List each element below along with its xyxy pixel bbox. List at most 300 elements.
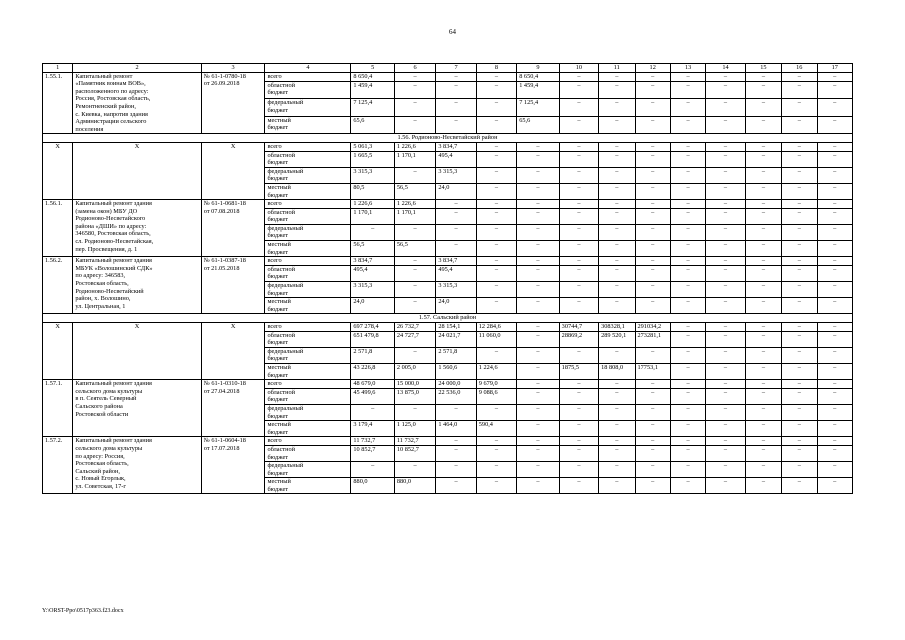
value-cell: – — [670, 208, 705, 224]
value-cell: – — [670, 183, 705, 199]
value-cell: – — [745, 445, 781, 461]
item-doc: № 61-1-0780-18 от 26.09.2018 — [201, 72, 265, 134]
value-cell: – — [635, 462, 670, 478]
value-cell: – — [476, 298, 516, 314]
value-cell: – — [394, 167, 435, 183]
budget-label: всего — [265, 142, 351, 151]
value-cell: – — [745, 380, 781, 389]
value-cell: – — [745, 478, 781, 494]
header-cell: 13 — [670, 64, 705, 73]
value-cell: – — [706, 200, 745, 209]
value-cell: – — [476, 478, 516, 494]
budget-label: местный бюджет — [265, 183, 351, 199]
value-cell: – — [351, 224, 394, 240]
value-cell: – — [817, 208, 853, 224]
value-cell: – — [817, 200, 853, 209]
value-cell: – — [817, 81, 853, 98]
value-cell: – — [817, 298, 853, 314]
value-cell: – — [745, 200, 781, 209]
value-cell: – — [706, 445, 745, 461]
value-cell: – — [394, 347, 435, 363]
budget-label: областной бюджет — [265, 265, 351, 281]
value-cell: – — [706, 257, 745, 266]
value-cell: – — [517, 167, 559, 183]
value-cell: – — [817, 363, 853, 379]
header-row — [43, 64, 853, 73]
value-cell: 880,0 — [394, 478, 435, 494]
value-cell: 9 679,0 — [476, 380, 516, 389]
value-cell: – — [476, 257, 516, 266]
item-num: 1.56.2. — [43, 257, 73, 314]
budget-label: всего — [265, 380, 351, 389]
value-cell: – — [559, 99, 598, 116]
value-cell: – — [476, 81, 516, 98]
value-cell: – — [599, 347, 635, 363]
value-cell: – — [559, 478, 598, 494]
budget-label: областной бюджет — [265, 81, 351, 98]
value-cell: 15 000,0 — [394, 380, 435, 389]
value-cell: 3 315,3 — [436, 167, 476, 183]
budget-label: областной бюджет — [265, 151, 351, 167]
item-doc: № 61-1-0387-18 от 21.05.2018 — [201, 257, 265, 314]
value-cell: – — [635, 347, 670, 363]
value-cell: – — [745, 421, 781, 437]
value-cell: 3 315,3 — [351, 282, 394, 298]
value-cell: – — [559, 241, 598, 257]
value-cell: – — [476, 142, 516, 151]
value-cell: – — [394, 298, 435, 314]
value-cell: – — [745, 388, 781, 404]
value-cell: – — [670, 323, 705, 332]
value-cell: – — [476, 167, 516, 183]
item-name: Х — [73, 323, 201, 380]
value-cell: – — [436, 478, 476, 494]
value-cell: – — [635, 257, 670, 266]
table-row — [43, 257, 853, 266]
value-cell: – — [745, 151, 781, 167]
value-cell: 3 834,7 — [436, 257, 476, 266]
value-cell: – — [559, 151, 598, 167]
item-name: Капитальный ремонт «Памятник воинам ВОВ», расположенного по адресу: Россия, Ростовская область, Ремонтненский район, с. Киевка, напротив здания Администрации сельского поселения — [73, 72, 201, 134]
value-cell: 1 226,6 — [394, 142, 435, 151]
value-cell: – — [670, 282, 705, 298]
value-cell: – — [706, 81, 745, 98]
value-cell: – — [706, 437, 745, 446]
value-cell: – — [782, 241, 817, 257]
value-cell: 1 170,1 — [394, 151, 435, 167]
value-cell: – — [476, 116, 516, 134]
budget-label: федеральный бюджет — [265, 462, 351, 478]
value-cell: – — [817, 445, 853, 461]
value-cell: – — [817, 257, 853, 266]
budget-table — [42, 63, 853, 494]
value-cell: – — [394, 404, 435, 420]
value-cell: – — [394, 116, 435, 134]
value-cell: – — [782, 99, 817, 116]
value-cell: – — [782, 462, 817, 478]
value-cell: – — [817, 404, 853, 420]
value-cell: – — [517, 445, 559, 461]
budget-label: федеральный бюджет — [265, 347, 351, 363]
value-cell: – — [745, 282, 781, 298]
value-cell: – — [394, 265, 435, 281]
value-cell: – — [635, 151, 670, 167]
value-cell: – — [476, 445, 516, 461]
value-cell: 495,4 — [351, 265, 394, 281]
item-num: Х — [43, 142, 73, 199]
value-cell: – — [817, 265, 853, 281]
value-cell: – — [436, 445, 476, 461]
header-cell: 15 — [745, 64, 781, 73]
value-cell: – — [635, 183, 670, 199]
value-cell: – — [599, 99, 635, 116]
budget-label: местный бюджет — [265, 363, 351, 379]
value-cell: – — [599, 388, 635, 404]
value-cell: – — [635, 388, 670, 404]
value-cell: – — [351, 404, 394, 420]
value-cell: 291034,2 — [635, 323, 670, 332]
value-cell: – — [559, 116, 598, 134]
value-cell: 56,5 — [394, 183, 435, 199]
value-cell: – — [351, 462, 394, 478]
table-row — [43, 142, 853, 151]
value-cell: – — [706, 478, 745, 494]
value-cell: 24,0 — [436, 183, 476, 199]
value-cell: – — [517, 241, 559, 257]
value-cell: – — [476, 208, 516, 224]
value-cell: 28 154,1 — [436, 323, 476, 332]
item-doc: Х — [201, 323, 265, 380]
section-row — [43, 314, 853, 323]
value-cell: – — [782, 421, 817, 437]
value-cell: – — [517, 462, 559, 478]
table-row — [43, 323, 853, 332]
value-cell: – — [517, 151, 559, 167]
value-cell: – — [436, 200, 476, 209]
value-cell: 1875,5 — [559, 363, 598, 379]
value-cell: – — [635, 224, 670, 240]
value-cell: – — [517, 208, 559, 224]
value-cell: – — [599, 282, 635, 298]
value-cell: 1 224,6 — [476, 363, 516, 379]
value-cell: – — [817, 183, 853, 199]
budget-label: местный бюджет — [265, 116, 351, 134]
value-cell: – — [635, 208, 670, 224]
value-cell: – — [706, 265, 745, 281]
value-cell: 48 679,0 — [351, 380, 394, 389]
value-cell: – — [782, 151, 817, 167]
page-number: 64 — [449, 28, 456, 36]
value-cell: – — [670, 331, 705, 347]
value-cell: – — [635, 116, 670, 134]
value-cell: – — [745, 323, 781, 332]
value-cell: – — [782, 380, 817, 389]
value-cell: – — [670, 265, 705, 281]
value-cell: – — [745, 331, 781, 347]
value-cell: – — [517, 478, 559, 494]
value-cell: – — [782, 224, 817, 240]
value-cell: – — [436, 224, 476, 240]
header-cell: 5 — [351, 64, 394, 73]
value-cell: – — [706, 380, 745, 389]
value-cell: – — [670, 241, 705, 257]
item-num: 1.56.1. — [43, 200, 73, 257]
budget-label: всего — [265, 437, 351, 446]
value-cell: – — [706, 298, 745, 314]
value-cell: 45 499,6 — [351, 388, 394, 404]
item-num: 1.57.2. — [43, 437, 73, 494]
value-cell: – — [599, 208, 635, 224]
value-cell: – — [782, 437, 817, 446]
value-cell: 24 000,0 — [436, 380, 476, 389]
value-cell: – — [817, 72, 853, 81]
value-cell: 308328,1 — [599, 323, 635, 332]
value-cell: 11 060,0 — [476, 331, 516, 347]
value-cell: 8 650,4 — [517, 72, 559, 81]
value-cell: 22 536,0 — [436, 388, 476, 404]
value-cell: – — [635, 404, 670, 420]
value-cell: – — [517, 265, 559, 281]
value-cell: 9 088,6 — [476, 388, 516, 404]
value-cell: – — [670, 421, 705, 437]
section-title: 1.56. Родионово-Несветайский район — [43, 134, 853, 143]
value-cell: 56,5 — [351, 241, 394, 257]
table-row — [43, 380, 853, 389]
value-cell: 65,6 — [351, 116, 394, 134]
item-num: Х — [43, 323, 73, 380]
value-cell: – — [599, 437, 635, 446]
value-cell: – — [706, 388, 745, 404]
value-cell: – — [517, 437, 559, 446]
budget-label: областной бюджет — [265, 445, 351, 461]
value-cell: – — [559, 257, 598, 266]
value-cell: – — [559, 421, 598, 437]
value-cell: 1 170,1 — [394, 208, 435, 224]
value-cell: – — [599, 421, 635, 437]
value-cell: – — [817, 151, 853, 167]
value-cell: – — [559, 224, 598, 240]
value-cell: – — [782, 116, 817, 134]
value-cell: – — [670, 380, 705, 389]
header-cell: 10 — [559, 64, 598, 73]
value-cell: – — [394, 81, 435, 98]
value-cell: – — [517, 388, 559, 404]
header-cell: 1 — [43, 64, 73, 73]
value-cell: 13 875,0 — [394, 388, 435, 404]
value-cell: 24 021,7 — [436, 331, 476, 347]
budget-label: федеральный бюджет — [265, 282, 351, 298]
value-cell: – — [817, 224, 853, 240]
value-cell: – — [817, 347, 853, 363]
value-cell: – — [599, 116, 635, 134]
header-cell: 2 — [73, 64, 201, 73]
value-cell: – — [517, 347, 559, 363]
value-cell: – — [782, 257, 817, 266]
value-cell: 2 005,0 — [394, 363, 435, 379]
value-cell: – — [476, 241, 516, 257]
budget-label: всего — [265, 72, 351, 81]
value-cell: – — [817, 323, 853, 332]
value-cell: – — [670, 363, 705, 379]
value-cell: – — [670, 404, 705, 420]
value-cell: – — [745, 298, 781, 314]
value-cell: – — [599, 380, 635, 389]
value-cell: – — [559, 347, 598, 363]
value-cell: – — [559, 167, 598, 183]
value-cell: – — [559, 380, 598, 389]
value-cell: – — [436, 208, 476, 224]
value-cell: 3 179,4 — [351, 421, 394, 437]
value-cell: – — [817, 142, 853, 151]
value-cell: – — [670, 437, 705, 446]
value-cell: – — [782, 81, 817, 98]
value-cell: – — [670, 81, 705, 98]
value-cell: – — [706, 142, 745, 151]
header-cell: 16 — [782, 64, 817, 73]
value-cell: – — [517, 257, 559, 266]
value-cell: – — [782, 445, 817, 461]
value-cell: 7 125,4 — [517, 99, 559, 116]
value-cell: – — [635, 380, 670, 389]
value-cell: – — [559, 282, 598, 298]
value-cell: – — [599, 241, 635, 257]
item-name: Капитальный ремонт здания (замена окон) МБУ ДО Родионово-Несветайского района «ДШИ» по адресу: 346580, Ростовская область, сл. Родионово-Несветайская, пер. Просвещения, д. 1 — [73, 200, 201, 257]
value-cell: 28869,2 — [559, 331, 598, 347]
value-cell: 1 464,0 — [436, 421, 476, 437]
value-cell: 24,0 — [436, 298, 476, 314]
value-cell: 3 834,7 — [351, 257, 394, 266]
value-cell: 7 125,4 — [351, 99, 394, 116]
item-name: Капитальный ремонт здания сельского дома культуры по адресу: Россия, Ростовская область, Сальский район, с. Новый Егорлык, ул. Советская, 17-г — [73, 437, 201, 494]
value-cell: – — [436, 72, 476, 81]
value-cell: – — [706, 72, 745, 81]
value-cell: – — [517, 298, 559, 314]
value-cell: – — [635, 437, 670, 446]
value-cell: 24,0 — [351, 298, 394, 314]
value-cell: – — [599, 478, 635, 494]
value-cell: – — [706, 323, 745, 332]
value-cell: – — [394, 99, 435, 116]
item-num: 1.55.1. — [43, 72, 73, 134]
value-cell: – — [436, 116, 476, 134]
value-cell: – — [745, 437, 781, 446]
value-cell: – — [599, 151, 635, 167]
value-cell: – — [635, 298, 670, 314]
value-cell: – — [635, 265, 670, 281]
header-cell: 12 — [635, 64, 670, 73]
value-cell: – — [517, 200, 559, 209]
value-cell: – — [436, 404, 476, 420]
value-cell: – — [476, 265, 516, 281]
value-cell: – — [745, 265, 781, 281]
value-cell: – — [782, 282, 817, 298]
value-cell: – — [559, 183, 598, 199]
value-cell: 11 732,7 — [394, 437, 435, 446]
table-row — [43, 200, 853, 209]
value-cell: – — [559, 388, 598, 404]
value-cell: – — [745, 142, 781, 151]
value-cell: – — [436, 462, 476, 478]
value-cell: – — [635, 72, 670, 81]
value-cell: 1 459,4 — [517, 81, 559, 98]
value-cell: – — [706, 183, 745, 199]
value-cell: 1 170,1 — [351, 208, 394, 224]
value-cell: – — [745, 224, 781, 240]
header-cell: 14 — [706, 64, 745, 73]
value-cell: – — [670, 462, 705, 478]
value-cell: – — [670, 388, 705, 404]
value-cell: – — [817, 478, 853, 494]
value-cell: – — [817, 437, 853, 446]
value-cell: – — [817, 380, 853, 389]
value-cell: – — [817, 388, 853, 404]
value-cell: 289 520,1 — [599, 331, 635, 347]
value-cell: – — [782, 347, 817, 363]
value-cell: – — [782, 167, 817, 183]
value-cell: – — [817, 241, 853, 257]
value-cell: – — [559, 298, 598, 314]
value-cell: – — [782, 298, 817, 314]
value-cell: – — [706, 208, 745, 224]
section-row — [43, 134, 853, 143]
value-cell: 3 315,3 — [351, 167, 394, 183]
value-cell: – — [599, 142, 635, 151]
budget-label: федеральный бюджет — [265, 99, 351, 116]
value-cell: – — [782, 323, 817, 332]
value-cell: 1 459,4 — [351, 81, 394, 98]
value-cell: – — [745, 404, 781, 420]
value-cell: – — [745, 72, 781, 81]
value-cell: – — [476, 347, 516, 363]
value-cell: – — [559, 437, 598, 446]
value-cell: – — [559, 142, 598, 151]
value-cell: – — [706, 241, 745, 257]
value-cell: – — [559, 72, 598, 81]
value-cell: – — [782, 183, 817, 199]
value-cell: – — [706, 116, 745, 134]
value-cell: – — [706, 331, 745, 347]
value-cell: – — [635, 445, 670, 461]
value-cell: – — [476, 183, 516, 199]
value-cell: – — [559, 404, 598, 420]
value-cell: 3 315,3 — [436, 282, 476, 298]
item-doc: № 61-1-0604-18 от 17.07.2018 — [201, 437, 265, 494]
value-cell: – — [706, 404, 745, 420]
value-cell: – — [782, 265, 817, 281]
value-cell: 1 226,6 — [394, 200, 435, 209]
item-num: 1.57.1. — [43, 380, 73, 437]
value-cell: 26 732,7 — [394, 323, 435, 332]
value-cell: – — [782, 478, 817, 494]
value-cell: 43 226,8 — [351, 363, 394, 379]
value-cell: – — [745, 116, 781, 134]
value-cell: – — [394, 462, 435, 478]
budget-label: областной бюджет — [265, 388, 351, 404]
value-cell: – — [517, 421, 559, 437]
budget-label: местный бюджет — [265, 241, 351, 257]
value-cell: 697 278,4 — [351, 323, 394, 332]
value-cell: – — [706, 151, 745, 167]
header-cell: 4 — [265, 64, 351, 73]
value-cell: – — [817, 167, 853, 183]
value-cell: – — [782, 404, 817, 420]
value-cell: 495,4 — [436, 151, 476, 167]
value-cell: – — [782, 363, 817, 379]
table-row — [43, 72, 853, 81]
value-cell: 1 226,6 — [351, 200, 394, 209]
value-cell: – — [745, 241, 781, 257]
value-cell: – — [670, 99, 705, 116]
